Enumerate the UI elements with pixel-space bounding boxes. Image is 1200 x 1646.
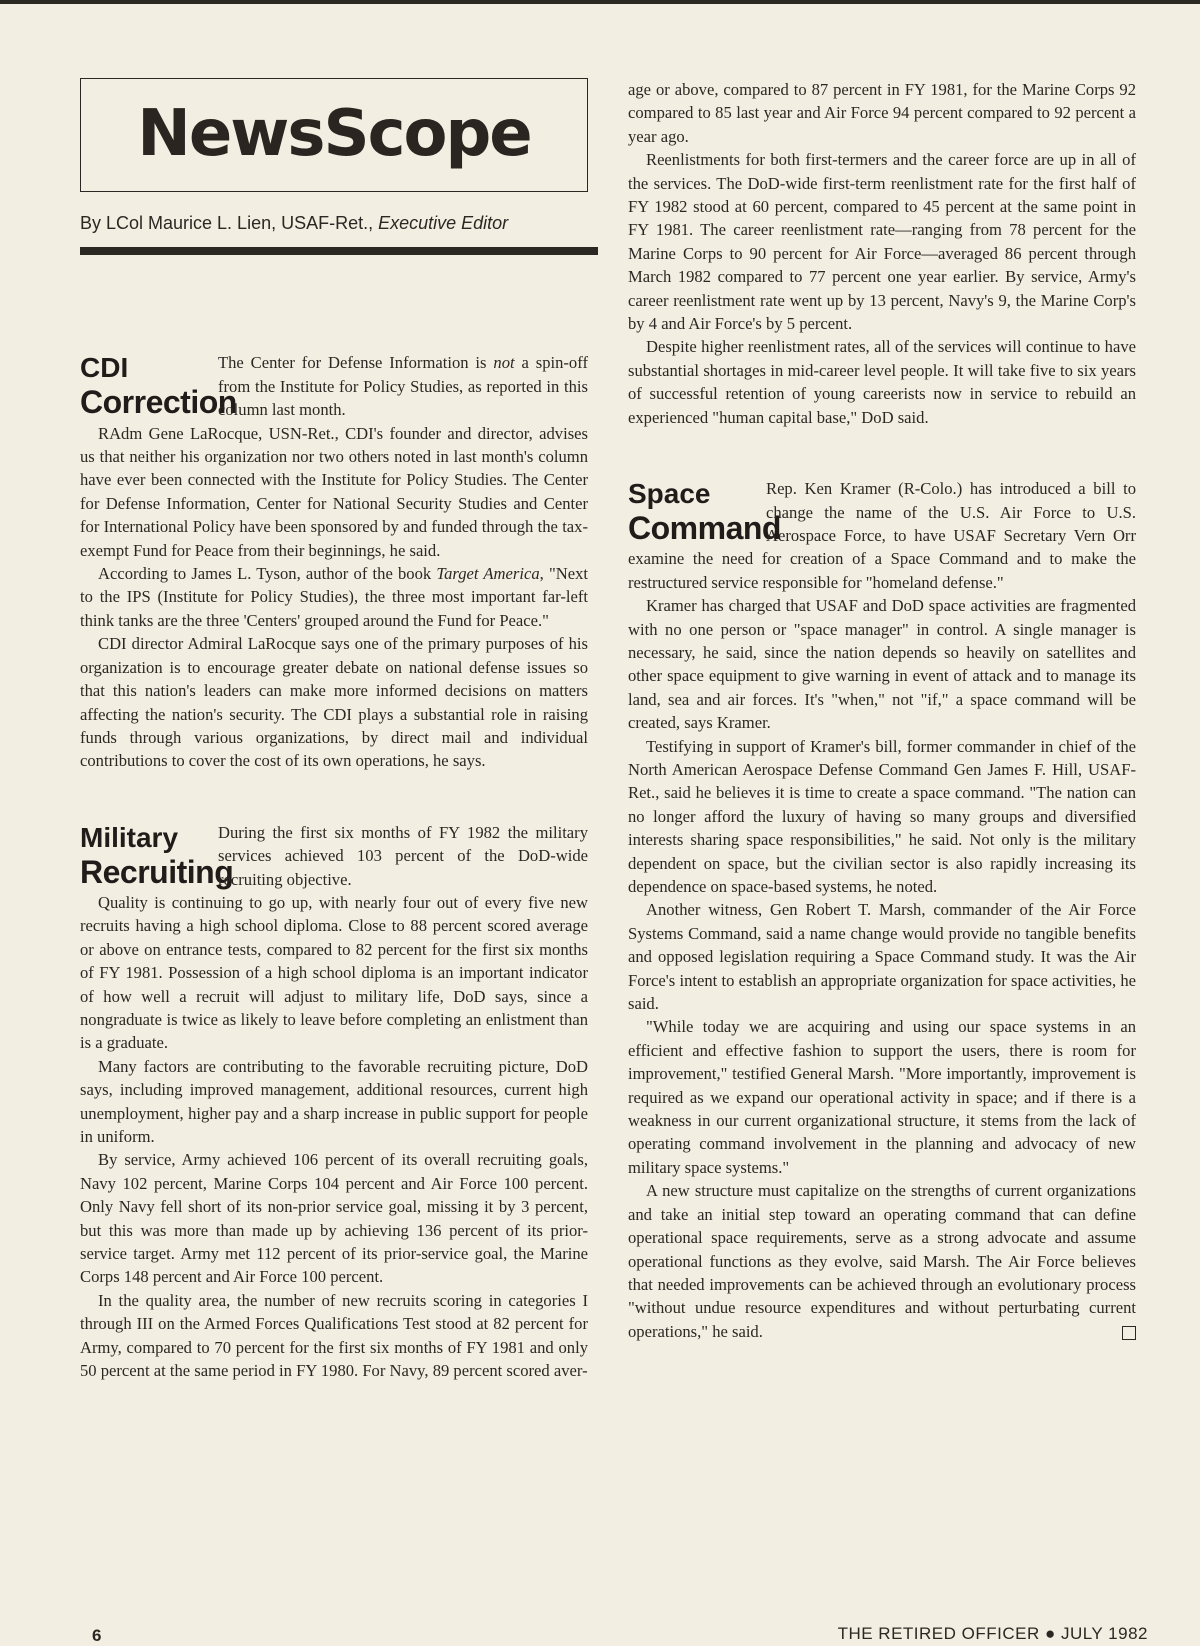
heading-line-2: Recruiting	[80, 853, 234, 890]
heading-line-2: Command	[628, 510, 781, 547]
article-lead: Rep. Ken Kramer (R-Colo.) has introduced a bill to change the name of the U.S. Air Force to U.S. Aerospace Force, to have USAF Secretary Vern Orr examine the need for creation of a Space Command and to make the restructured service responsible for "homeland defense."	[628, 479, 1136, 592]
paragraph: Quality is continuing to go up, with nearly four out of every five new recruits having a high school diploma. Close to 88 percent scored average or above on entrance tests, compared to 82 percent for the first six months of FY 1981. Possession of a high school diploma is an important indicator of how well a recruit will adjust to military life, DoD says, since a nongraduate is twice as likely to leave before completing an enlistment than is a graduate.	[80, 892, 588, 1053]
heading-line-1: CDI	[80, 352, 129, 384]
article-heading	[80, 351, 237, 421]
paragraph: Reenlistments for both first-termers and the career force are up in all of the services. The DoD-wide first-term reenlistment rate for the first half of FY 1982 stood at 60 percent, compared to 45 percent at the same point in FY 1981. The career reenlistment rate—ranging from 78 percent for the Marine Corps to 90 percent for Air Force—averaged 86 percent through March 1982 compared to 77 percent one year earlier. By service, Army's career reenlistment rate went up by 13 percent, Navy's 9, the Marine Corp's by 4 and Air Force's by 5 percent.	[628, 150, 1136, 334]
heading-line-2: Correction	[80, 384, 237, 421]
byline	[80, 212, 588, 235]
article-heading	[628, 477, 781, 547]
masthead-title: NewsScope	[80, 78, 588, 192]
paragraph: Testifying in support of Kramer's bill, former commander in chief of the North American Aerospace Defense Command Gen James F. Hill, USAF-Ret., said he believes it is time to create a space command. "The nation can no longer afford the luxury of having so many groups and diversified interests sharing space responsibilities," he said. Not only is the military dependent on space, but the civilian sector is also rapidly increasing its dependence on space-based systems, he noted.	[628, 736, 1136, 896]
paragraph: "While today we are acquiring and using our space systems in an efficient and effective fashion to support the users, there is room for improvement," testified General Marsh. "More importantly, improvement is required as we expand our operational activity in space; and if there is a weakness in our current organizational structure, it stems from the lack of operating command involvement in the planning and advocacy of new military space systems."	[628, 1017, 1136, 1177]
paragraph: CDI director Admiral LaRocque says one of the primary purposes of his organization is to encourage greater debate on national defense issues so that this nation's leaders can make more informed decisions on matters affecting the nation's security. The CDI plays a substantial role in raising funds through various organizations, by direct mail and individual contributions to cover the cost of its own operations, he says.	[80, 634, 588, 771]
lead-text-b: a spin-off from the Institute for Policy Studies, as reported in this column last month.	[218, 353, 588, 420]
book-title: Target America	[436, 564, 540, 584]
paragraph	[80, 562, 588, 632]
paragraph: In the quality area, the number of new recruits scoring in categories I through III on the Armed Forces Qualifications Test stood at 82 percent for Army, compared to 70 percent for the first six months of FY 1981 and only 50 percent at the same period in FY 1980. For Navy, 89 percent scored aver-	[80, 1290, 588, 1381]
article-military-recruiting	[80, 821, 588, 1383]
footer-publication: THE RETIRED OFFICER ● JULY 1982	[837, 1624, 1148, 1643]
paragraph: Many factors are contributing to the favorable recruiting picture, DoD says, including improved management, additional resources, current high unemployment, higher pay and a sharp increase in public support for people in uniform.	[80, 1056, 588, 1146]
article-cdi-correction	[80, 351, 588, 772]
top-rule	[0, 0, 1200, 4]
paragraph: By service, Army achieved 106 percent of its overall recruiting goals, Navy 102 percent, Marine Corps 104 percent and Air Force 100 percent. Only Navy fell short of its non-prior service goal, missing it by 3 percent, but this was more than made up by achieving 136 percent of its prior-service target. Army met 112 percent of its prior-service goal, the Marine Corps 148 percent and Air Force 100 percent.	[80, 1150, 588, 1287]
lead-text-a: The Center for Defense Information is	[218, 353, 494, 373]
paragraph: Another witness, Gen Robert T. Marsh, commander of the Air Force Systems Command, said a name change would provide no tangible benefits and opposed legislation requiring a Space Command study. It was the Air Force's intent to establish an appropriate organization for space activities, he said.	[628, 900, 1136, 1014]
heading-line-1: Space	[628, 478, 711, 510]
lead-emphasis: not	[493, 353, 515, 373]
end-mark-icon	[1122, 1326, 1136, 1340]
page-number: 6	[92, 1626, 102, 1645]
left-column	[80, 78, 588, 1382]
paragraph	[628, 1179, 1136, 1343]
byline-role: Executive Editor	[378, 213, 509, 233]
paragraph-text: A new structure must capitalize on the strengths of current organizations and take an initial step toward an operating command that can define operational space requirements, serve as a strong advocate and assume operational functions as they evolve, said Marsh. The Air Force believes that needed improvements can be achieved through an evolutionary process "without undue resource expenditures and without perturbating current operations," he said.	[628, 1181, 1136, 1341]
article-lead: During the first six months of FY 1982 the military services achieved 103 percent of the DoD-wide recruiting objective.	[218, 822, 588, 889]
article-heading	[80, 821, 234, 890]
byline-author: By LCol Maurice L. Lien, USAF-Ret.,	[80, 213, 379, 233]
paragraph: Kramer has charged that USAF and DoD space activities are fragmented with no one person or "space manager" in control. A single manager is necessary, he said, since the nation depends so heavily on satellites and other space equipment to give warning in event of attack and to manage its land, sea and air forces. It's "when," not "if," a space command will be created, says Kramer.	[628, 596, 1136, 733]
paragraph-text: , "Next to the IPS (Institute for Policy Studies), the three most important far-left think tanks are the three 'Centers' grouped around the Fund for Peace."	[80, 564, 588, 630]
right-column	[628, 78, 1136, 1343]
paragraph: Despite higher reenlistment rates, all of the services will continue to have substantial shortages in mid-career level people. It will take five to six years of successful retention of young careerists now in service to rebuild an experienced "human capital base," DoD said.	[628, 337, 1136, 427]
paragraph: RAdm Gene LaRocque, USN-Ret., CDI's founder and director, advises us that neither his organization nor two others noted in last month's column have ever been connected with the Institute for Policy Studies. The Center for Defense Information, Center for National Security Studies and Center for International Policy have been sponsored by and funded through the tax-exempt Fund for Peace from their beginnings, he said.	[80, 423, 588, 560]
article-space-command	[628, 477, 1136, 1343]
heading-line-1: Military	[80, 821, 179, 853]
byline-rule	[80, 247, 598, 255]
paragraph-continued: age or above, compared to 87 percent in FY 1981, for the Marine Corps 92 compared to 85 last year and Air Force 94 percent compared to 92 percent a year ago.	[628, 80, 1136, 146]
paragraph-text: According to James L. Tyson, author of the book	[98, 564, 437, 584]
